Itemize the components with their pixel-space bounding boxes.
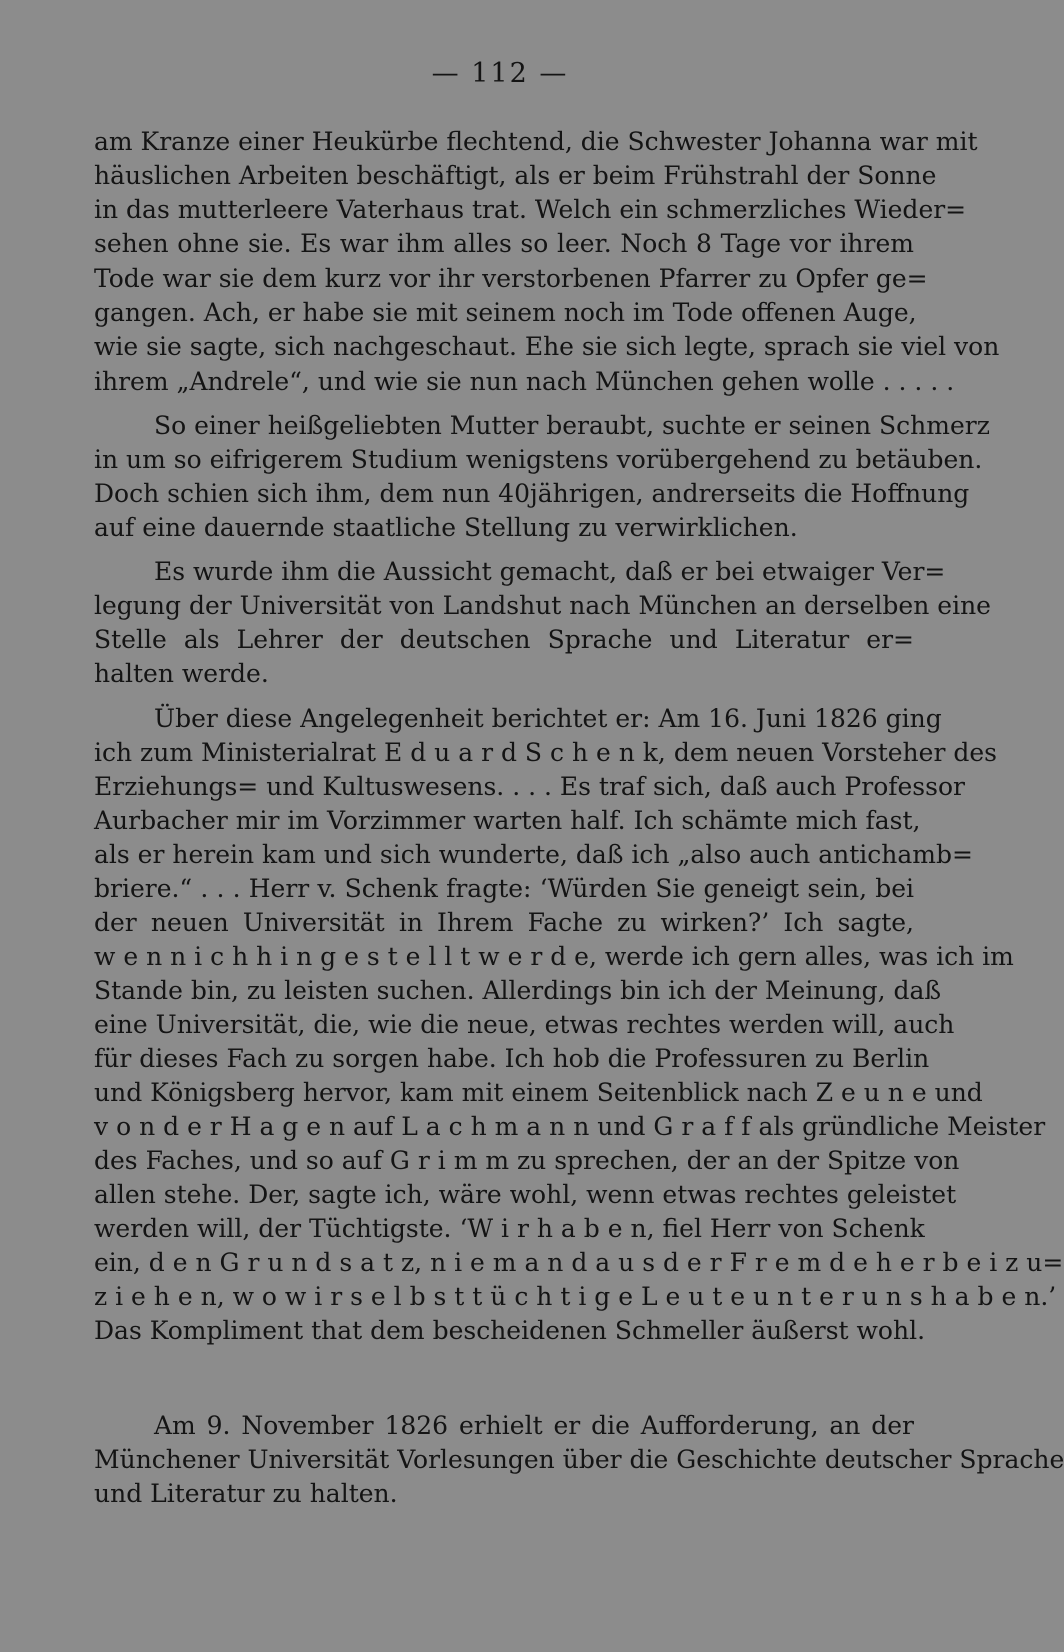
text-line: Stelle als Lehrer der deutschen Sprache und Literatur er= [94, 625, 914, 654]
text-line: ihrem „Andrele“, und wie sie nun nach München gehen wolle . . . . . [94, 367, 955, 396]
text-line: des Faches, und so auf G r i m m zu sprechen, der an der Spitze von [94, 1146, 960, 1175]
text-line: gangen. Ach, er habe sie mit seinem noch im Tode offenen Auge, [94, 298, 917, 327]
text-line: allen stehe. Der, sagte ich, wäre wohl, wenn etwas rechtes geleistet [94, 1180, 957, 1209]
text-line: briere.“ . . . Herr v. Schenk fragte: ‘Würden Sie geneigt sein, bei [94, 874, 914, 903]
text-line: für dieses Fach zu sorgen habe. Ich hob die Professuren zu Berlin [94, 1044, 930, 1073]
text-line: z i e h e n, w o w i r s e l b s t t ü c h t i g e L e u t e u n t e r u n s h a b e n.’ [94, 1282, 1057, 1311]
text-line: Aurbacher mir im Vorzimmer warten half. Ich schämte mich fast, [94, 806, 921, 835]
text-line: in das mutterleere Vaterhaus trat. Welch ein schmerzliches Wieder= [94, 195, 967, 224]
text-line: Über diese Angelegenheit berichtet er: Am 16. Juni 1826 ging [154, 704, 942, 733]
text-line: Erziehungs= und Kultuswesens. . . . Es traf sich, daß auch Professor [94, 772, 965, 801]
text-line: Stande bin, zu leisten suchen. Allerdings bin ich der Meinung, daß [94, 976, 942, 1005]
text-line: w e n n i c h h i n g e s t e l l t w e r d e, werde ich gern alles, was ich im [94, 942, 1014, 971]
text-line: legung der Universität von Landshut nach München an derselben eine [94, 591, 991, 620]
text-line: Das Kompliment that dem bescheidenen Schmeller äußerst wohl. [94, 1316, 926, 1345]
text-line: am Kranze einer Heukürbe flechtend, die Schwester Johanna war mit [94, 127, 978, 156]
text-line: in um so eifrigerem Studium wenigstens vorübergehend zu betäuben. [94, 445, 983, 474]
text-line: häuslichen Arbeiten beschäftigt, als er beim Frühstrahl der Sonne [94, 161, 937, 190]
text-line: wie sie sagte, sich nachgeschaut. Ehe sie sich legte, sprach sie viel von [94, 332, 1000, 361]
text-line: ein, d e n G r u n d s a t z, n i e m a n d a u s d e r F r e m d e h e r b e i z u= [94, 1248, 1064, 1277]
text-line: ich zum Ministerialrat E d u a r d S c h e n k, dem neuen Vorsteher des [94, 738, 997, 767]
text-line: v o n d e r H a g e n auf L a c h m a n n und G r a f f als gründliche Meister [94, 1112, 1046, 1141]
text-line: So einer heißgeliebten Mutter beraubt, suchte er seinen Schmerz [154, 411, 990, 440]
text-line: Es wurde ihm die Aussicht gemacht, daß er bei etwaiger Ver= [154, 557, 946, 586]
text-line: auf eine dauernde staatliche Stellung zu verwirklichen. [94, 513, 798, 542]
text-line: der neuen Universität in Ihrem Fache zu wirken?’ Ich sagte, [94, 908, 914, 937]
text-line: eine Universität, die, wie die neue, etwas rechtes werden will, auch [94, 1010, 955, 1039]
text-line: Am 9. November 1826 erhielt er die Aufforderung, an der [154, 1411, 914, 1440]
text-line: als er herein kam und sich wunderte, daß ich „also auch antichamb= [94, 840, 973, 869]
text-line: Münchener Universität Vorlesungen über die Geschichte deutscher Sprache [94, 1445, 1064, 1474]
text-line: werden will, der Tüchtigste. ‘W i r h a b e n, fiel Herr von Schenk [94, 1214, 925, 1243]
text-line: und Königsberg hervor, kam mit einem Seitenblick nach Z e u n e und [94, 1078, 983, 1107]
text-line: halten werde. [94, 659, 269, 688]
text-line: Tode war sie dem kurz vor ihr verstorbenen Pfarrer zu Opfer ge= [94, 264, 928, 293]
page-number: — 112 — [431, 58, 569, 89]
text-line: sehen ohne sie. Es war ihm alles so leer. Noch 8 Tage vor ihrem [94, 229, 914, 258]
text-line: und Literatur zu halten. [94, 1479, 398, 1508]
text-line: Doch schien sich ihm, dem nun 40jährigen, andrerseits die Hoffnung [94, 479, 970, 508]
